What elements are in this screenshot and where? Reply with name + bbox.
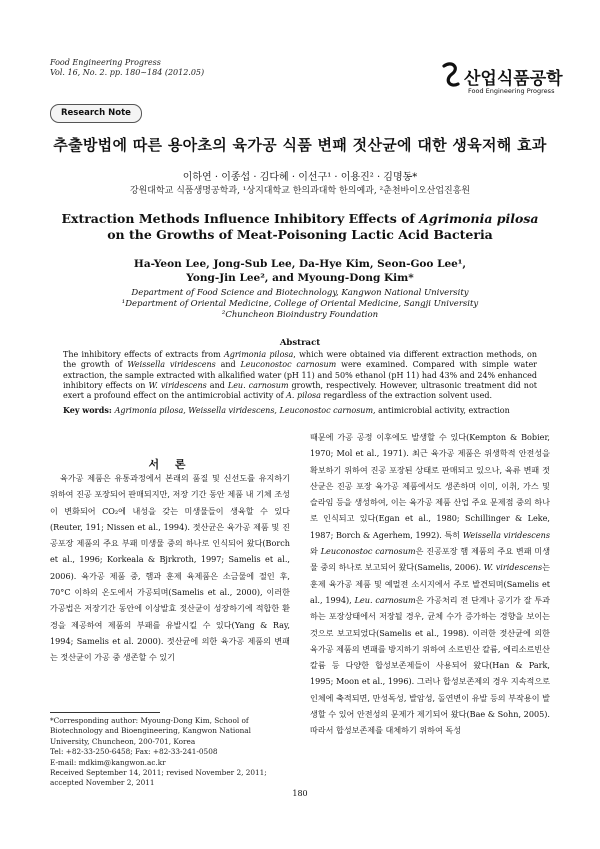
section-title-introduction: 서 론 bbox=[148, 458, 192, 471]
english-affiliation-2: ¹Department of Oriental Medicine, College of Oriental Medicine, Sangji University bbox=[121, 299, 479, 309]
abstract-text: and bbox=[215, 360, 241, 370]
abstract-species: Weissella viridescens bbox=[127, 360, 216, 370]
journal-header bbox=[50, 58, 204, 78]
footnote bbox=[50, 716, 290, 789]
korean-authors: 이하연 · 이종섭 · 김다혜 · 이선구¹ · 이용진² · 김명동* bbox=[182, 172, 418, 183]
journal-logo bbox=[440, 62, 563, 106]
korean-affiliation: 강원대학교 식품생명공학과, ¹상지대학교 한의과대학 한의예과, ²춘천바이오산업진흥원 bbox=[129, 186, 471, 196]
keywords-species: Agrimonia pilosa, Weissella viridescens, Leuconostoc carnosum, bbox=[114, 406, 376, 415]
logo-subtitle: Food Engineering Progress bbox=[468, 87, 555, 95]
abstract-species: Leuconostoc carnosum bbox=[240, 360, 337, 370]
logo-title: 산업식품공학 bbox=[464, 69, 563, 89]
journal-name: Food Engineering Progress bbox=[50, 58, 161, 67]
abstract-body bbox=[63, 350, 537, 401]
footnote-email: E-mail: mdkim@kangwon.ac.kr bbox=[50, 757, 166, 767]
abstract-text: and bbox=[206, 380, 228, 390]
abstract-species: Leu. carnosum bbox=[227, 380, 289, 390]
abstract-species: W. viridescens bbox=[148, 380, 207, 390]
footnote-phone: Tel: +82-33-250-6458; Fax: +82-33-241-0508 bbox=[50, 747, 218, 757]
english-authors-line1: Ha-Yeon Lee, Jong-Sub Lee, Da-Hye Kim, Seon-Goo Lee¹, bbox=[133, 258, 467, 270]
korean-title: 추출방법에 따른 용아초의 육가공 식품 변패 젓산균에 대한 생육저해 효과 bbox=[53, 136, 547, 154]
article-type-badge: Research Note bbox=[50, 104, 142, 123]
body-species: Weissella viridescens bbox=[462, 529, 550, 540]
abstract-text: regardless of the extraction solvent used. bbox=[320, 391, 493, 401]
english-affiliations bbox=[60, 288, 540, 321]
english-title-part2: on the Growths of Meat-Poisoning Lactic Acid Bacteria bbox=[107, 227, 493, 242]
footnote-corresponding: *Corresponding author: Myoung-Dong Kim, School of Biotechnology and Bioengineering, Kangwon National University, Chuncheon, 200-701, Korea bbox=[50, 716, 251, 746]
journal-volume: Vol. 16, No. 2. pp. 180~184 (2012.05) bbox=[50, 68, 205, 77]
body-species: Leu. carnosum bbox=[354, 594, 416, 605]
english-title bbox=[60, 211, 540, 243]
body-text: 는 훈제 육가공 제품 및 예멀전 소시지에서 주로 발견되며(Samelis et al., 1994), bbox=[310, 562, 550, 605]
intro-paragraph: 육가공 제품은 유통과정에서 본래의 품질 및 신선도를 유지하기 위하여 진공 포장되어 판매되지만, 저장 기간 동안 제품 내 기체 조성이 변화되어 CO₂에 내성을 갖는 미생물들이 생육할 수 있다(Reuter, 191; Nissen et al., 1994). 젓산균은 육가공 제품 및 진공포장 제품의 주요 부패 미생물 중의 하나로 인식되어 왔다(Borch et al., 1996; Korkeala & Bjrkroth, 1997; Samelis et al., 2006). 육가공 제품 중, 햄과 훈제 육제품은 소금물에 절인 후, 70°C 이하의 온도에서 가공되며(Samelis et al., 2000), 이러한 가공법은 저장기간 동안에 이상발효 젓산균이 성장하기에 적합한 환경을 제공하여 제품의 부패를 유발시킬 수 있다(Yang & Ray, 1994; Samelis et al. 2000). 젓산균에 의한 육가공 제품의 변패는 젓산균이 가공 중 생존할 수 있기 bbox=[50, 473, 290, 663]
english-authors-line2: Yong-Jin Lee², and Myoung-Dong Kim* bbox=[186, 272, 414, 284]
keywords-label: Key words: bbox=[63, 405, 115, 415]
keywords bbox=[63, 405, 537, 416]
footnote-dates: Received September 14, 2011; revised November 2, 2011; accepted November 2, 2011 bbox=[50, 768, 267, 788]
abstract-species: Agrimonia pilosa bbox=[223, 350, 294, 359]
keywords-terms: antimicrobial activity, extraction bbox=[375, 406, 510, 415]
footnote-divider bbox=[50, 712, 160, 713]
abstract-text: , which were obtained via different extraction methods, on the growth of bbox=[63, 350, 537, 370]
abstract-heading: Abstract bbox=[279, 338, 321, 348]
abstract-text: were examined. Compared with simple water extraction, the sample extracted with alkalified water (pH 11) and 50% ethanol (pH 11) had 43% and 24% enhanced inhibitory effects on bbox=[63, 360, 537, 390]
body-text: 은 진공포장 햄 제품의 주요 변패 미생물 중의 하나로 보고되어 왔다(Samelis, 2006). bbox=[310, 546, 551, 573]
body-text: 은 가공처리 전 단계나 공기가 잘 투과하는 포장상태에서 저장될 경우, 균체 수가 증가하는 경향을 보이는 것으로 보고되었다(Samelis et al., 1998). 이러한 젓산균에 의한 육가공 제품의 변패를 방지하기 위하여 소르빈산 칼륨, 에리소르빈산 칼륨 등 다양한 합성보존제들이 사용되어 왔다(Han & Park, 1995; Moon et al., 1996). 그러나 합성보존제의 경우 지속적으로 인체에 축적되면, 만성독성, 발암성, 돌연변이 유발 등의 부작용이 발생할 수 있어 안전성의 문제가 제기되어 왔다(Bae & Sohn, 2005). 따라서 합성보존제를 대체하기 위하여 독성 bbox=[310, 594, 550, 736]
body-species: W. viridescens bbox=[483, 562, 543, 573]
page-number: 180 bbox=[292, 789, 308, 798]
body-species: Leuconostoc carnosum bbox=[320, 546, 416, 557]
abstract-text: growth, respectively. However, ultrasonic treatment did not exert a profound effect on the antimicrobial activity of bbox=[63, 380, 537, 401]
english-title-species: Agrimonia pilosa bbox=[419, 211, 539, 226]
body-text: 때문에 가공 공정 이후에도 발생할 수 있다(Kempton & Bobier, 1970; Mol et al., 1971). 최근 육가공 제품은 위생학적 안전성을 확보하기 위하여 진공 포장된 상태로 판매되고 있으나, 육류 변패 젓산균은 진공 포장 육가공 제품에서도 생존하며 이미, 이취, 가스 및 슬라임 등을 생성하여, 이는 육가공 제품 산업 주요 문제점 중의 하나로 인식되고 있다(Egan et al., 1980; Schillinger & Leke, 1987; Borch & Agerhem, 1992). 특히 bbox=[310, 432, 550, 540]
english-affiliation-3: ²Chuncheon Bioindustry Foundation bbox=[221, 310, 379, 320]
abstract-species: A. pilosa bbox=[286, 391, 321, 401]
english-affiliation-1: Department of Food Science and Biotechnology, Kangwon National University bbox=[131, 288, 469, 298]
intro-paragraph-continued bbox=[310, 429, 550, 739]
abstract-text: The inhibitory effects of extracts from bbox=[63, 350, 224, 359]
left-column bbox=[50, 470, 290, 666]
right-column bbox=[310, 429, 550, 739]
logo-mark-icon bbox=[440, 62, 462, 90]
english-title-part1: Extraction Methods Influence Inhibitory Effects of bbox=[61, 211, 420, 226]
english-authors bbox=[60, 257, 540, 285]
body-text: 와 bbox=[310, 546, 321, 557]
